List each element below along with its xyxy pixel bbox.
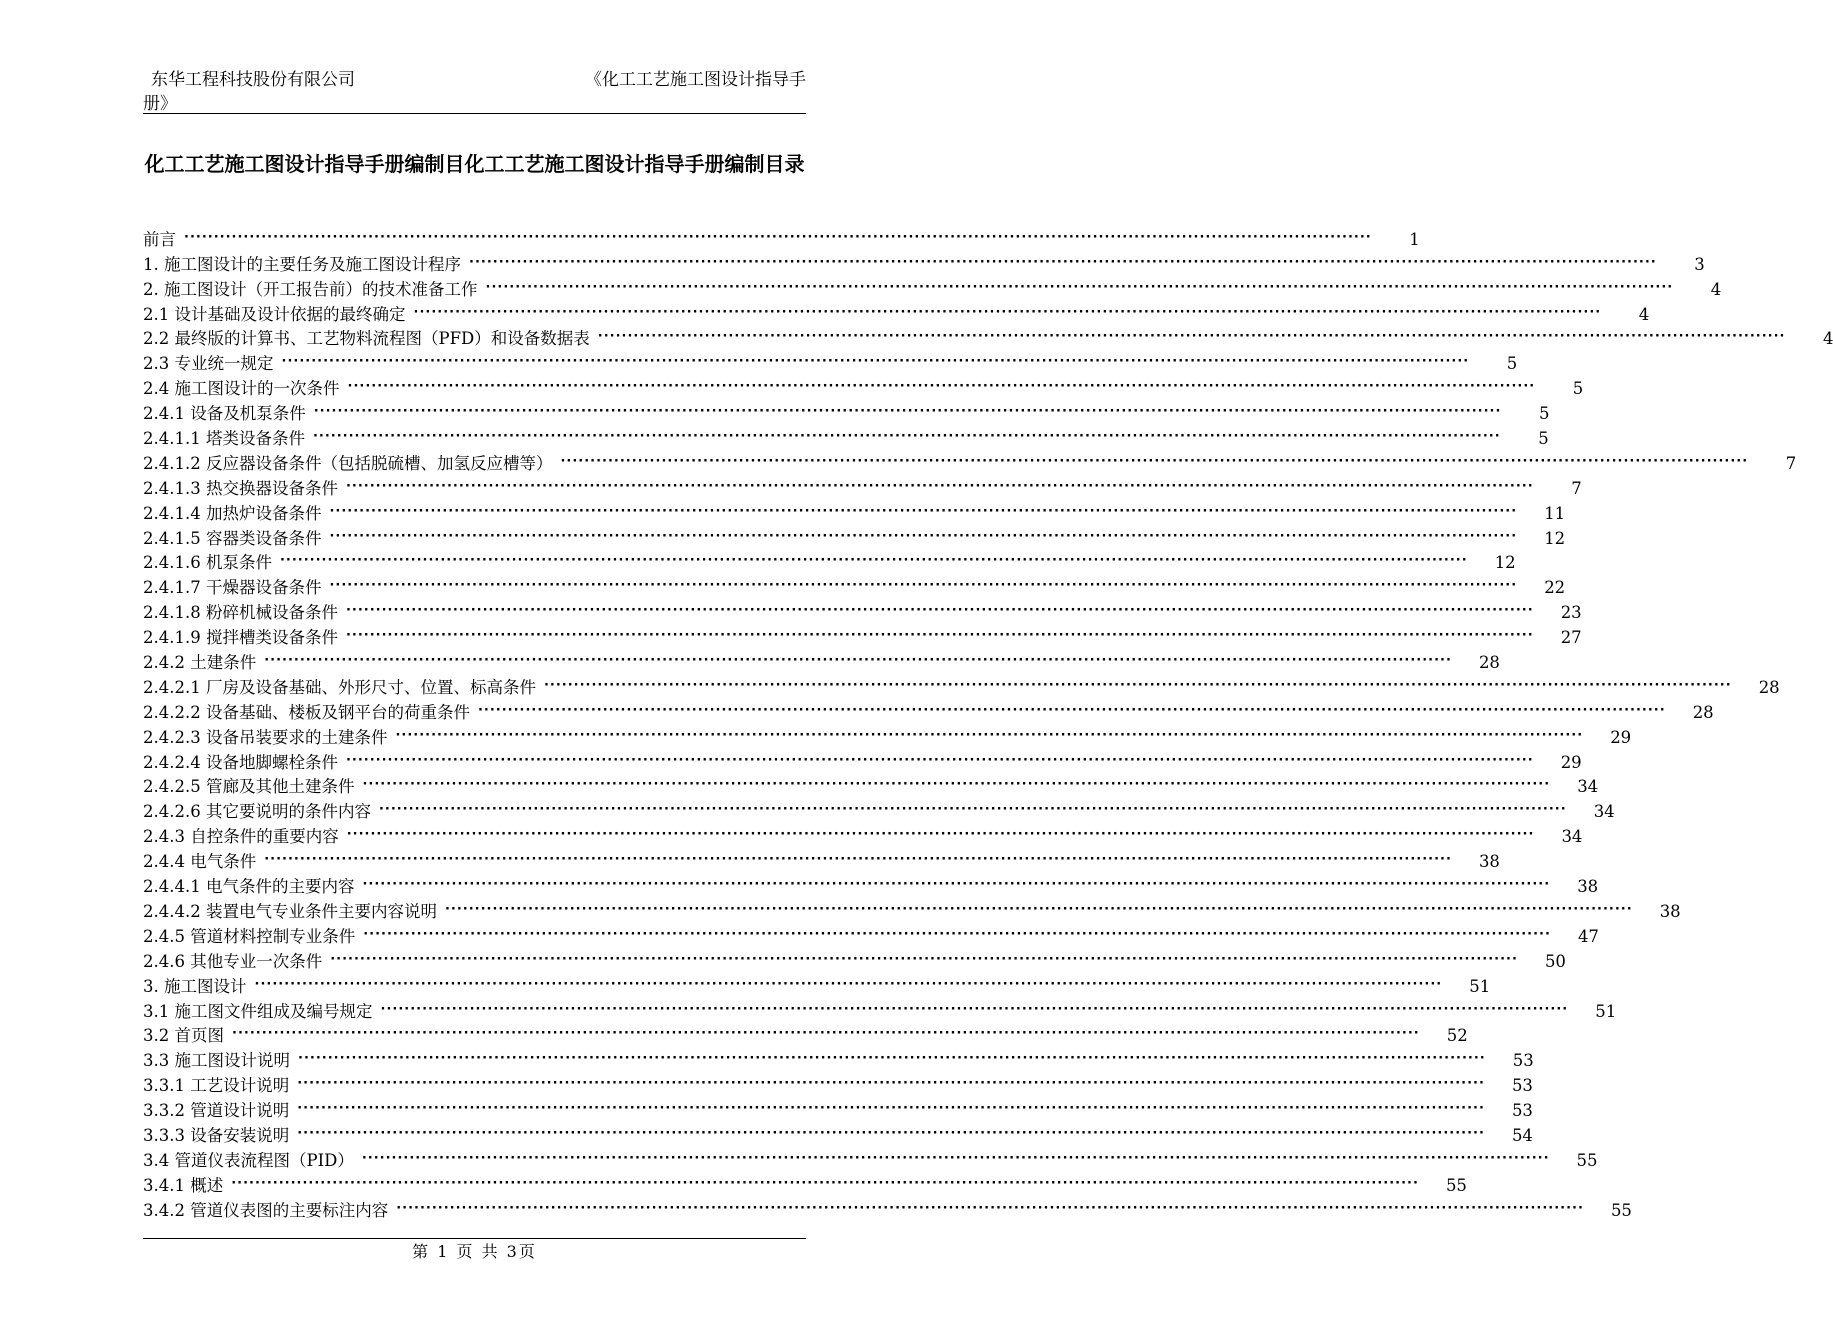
toc-entry-label: 2.2 最终版的计算书、工艺物料流程图（PFD）和设备数据表 xyxy=(143,329,590,349)
toc-entry-label: 2.4.6 其他专业一次条件 xyxy=(143,951,323,971)
toc-entry-page: 3 xyxy=(1694,254,1705,274)
toc-dot-leader: ········································································································································································································ xyxy=(362,877,1551,893)
toc-dot-leader: ········································································································································································································ xyxy=(345,478,1534,494)
toc-entry-page: 55 xyxy=(1576,1150,1598,1170)
toc-entry-label: 2.4.2.4 设备地脚螺栓条件 xyxy=(143,752,338,772)
toc-entry[interactable] xyxy=(143,326,1833,351)
footer-divider xyxy=(143,1238,806,1239)
toc-dot-leader: ········································································································································································································ xyxy=(297,1076,1485,1092)
toc-entry[interactable] xyxy=(143,1122,1533,1147)
toc-entry[interactable] xyxy=(143,798,1615,823)
toc-entry-page: 11 xyxy=(1544,503,1566,523)
toc-entry[interactable] xyxy=(143,301,1650,326)
toc-entry-page: 5 xyxy=(1572,379,1584,399)
toc-dot-leader: ········································································································································································································ xyxy=(597,329,1786,345)
toc-dot-leader: ········································································································································································································ xyxy=(298,1051,1486,1067)
toc-dot-leader: ········································································································································································································ xyxy=(264,653,1452,669)
toc-entry-label: 2.4.2.2 设备基础、楼板及钢平台的荷重条件 xyxy=(143,702,470,722)
toc-entry[interactable] xyxy=(143,749,1582,774)
toc-dot-leader: ········································································································································································································ xyxy=(413,304,1602,320)
toc-entry-label: 2.3 专业统一规定 xyxy=(143,354,274,374)
document-page xyxy=(143,66,1833,1220)
toc-dot-leader: ········································································································································································································ xyxy=(378,802,1567,818)
toc-dot-leader: ········································································································································································································ xyxy=(444,901,1633,917)
toc-entry[interactable] xyxy=(143,1172,1467,1197)
toc-entry-page: 53 xyxy=(1511,1076,1533,1096)
toc-entry-page: 12 xyxy=(1494,553,1516,573)
page-header xyxy=(143,66,806,112)
toc-entry[interactable] xyxy=(143,724,1632,749)
document-title: 化工工艺施工图设计指导手册编制目化工工艺施工图设计指导手册编制目录 xyxy=(144,152,805,176)
header-doc-title-wrap: 册》 xyxy=(143,94,177,114)
toc-dot-leader: ········································································································································································································ xyxy=(477,702,1666,718)
toc-entry-page: 27 xyxy=(1560,628,1582,648)
toc-dot-leader: ········································································································································································································ xyxy=(395,727,1584,743)
toc-entry-page: 29 xyxy=(1610,727,1632,747)
toc-entry-label: 3.2 首页图 xyxy=(143,1026,224,1046)
toc-entry[interactable] xyxy=(143,251,1705,276)
toc-entry-label: 2.4.2.6 其它要说明的条件内容 xyxy=(143,802,371,822)
toc-entry-page: 12 xyxy=(1544,528,1566,548)
toc-entry[interactable] xyxy=(143,276,1722,301)
toc-dot-leader: ········································································································································································································ xyxy=(362,777,1551,793)
toc-entry-label: 2.4.2.5 管廊及其他土建条件 xyxy=(143,777,355,797)
toc-entry-label: 3.3 施工图设计说明 xyxy=(143,1051,290,1071)
header-doc-title: 《化工工艺施工图设计指导手 xyxy=(585,70,806,90)
toc-entry-label: 3.3.3 设备安装说明 xyxy=(143,1125,290,1145)
toc-dot-leader: ········································································································································································································ xyxy=(560,453,1749,469)
toc-entry-label: 3.4 管道仪表流程图（PID） xyxy=(143,1150,354,1170)
toc-dot-leader: ········································································································································································································ xyxy=(346,827,1535,843)
toc-entry-page: 28 xyxy=(1478,653,1500,673)
toc-dot-leader: ········································································································································································································ xyxy=(329,528,1518,544)
toc-dot-leader: ········································································································································································································ xyxy=(543,677,1732,693)
toc-dot-leader: ········································································································································································································ xyxy=(347,379,1536,395)
toc-entry-page: 38 xyxy=(1659,901,1681,921)
toc-entry-page: 23 xyxy=(1560,603,1582,623)
toc-entry-page: 22 xyxy=(1544,578,1566,598)
toc-entry-label: 2.4.1.5 容器类设备条件 xyxy=(143,528,322,548)
toc-dot-leader: ········································································································································································································ xyxy=(312,429,1501,445)
toc-entry[interactable] xyxy=(143,898,1681,923)
toc-entry-label: 2.4.2 土建条件 xyxy=(143,653,257,673)
toc-entry[interactable] xyxy=(143,1072,1533,1097)
header-divider xyxy=(143,113,806,114)
toc-entry-page: 34 xyxy=(1593,802,1615,822)
toc-entry[interactable] xyxy=(143,226,1420,251)
toc-entry[interactable] xyxy=(143,599,1582,624)
toc-dot-leader: ········································································································································································································ xyxy=(380,1001,1569,1017)
toc-entry[interactable] xyxy=(143,550,1516,575)
toc-dot-leader: ········································································································································································································ xyxy=(297,1125,1485,1141)
toc-entry[interactable] xyxy=(143,624,1582,649)
toc-dot-leader: ········································································································································································································ xyxy=(363,926,1551,942)
toc-entry[interactable] xyxy=(143,774,1599,799)
toc-entry-page: 53 xyxy=(1511,1101,1533,1121)
toc-entry-page: 38 xyxy=(1577,877,1599,897)
toc-entry-label: 2.4.4 电气条件 xyxy=(143,852,257,872)
toc-entry-page: 7 xyxy=(1571,478,1582,498)
toc-entry[interactable] xyxy=(143,500,1566,525)
toc-dot-leader: ········································································································································································································ xyxy=(297,1101,1485,1117)
toc-entry[interactable] xyxy=(143,998,1617,1023)
toc-entry-page: 54 xyxy=(1511,1125,1533,1145)
page-footer: 第 1 页 共 3页 xyxy=(412,1242,537,1261)
toc-entry-page: 29 xyxy=(1560,752,1582,772)
toc-entry-page: 38 xyxy=(1478,852,1500,872)
toc-entry-page: 55 xyxy=(1610,1200,1632,1220)
toc-entry-page: 34 xyxy=(1561,827,1583,847)
toc-entry-page: 5 xyxy=(1506,354,1518,374)
toc-entry-label: 2.4.1.4 加热炉设备条件 xyxy=(143,503,322,523)
toc-entry[interactable] xyxy=(143,973,1491,998)
toc-entry-page: 4 xyxy=(1710,279,1722,299)
toc-entry[interactable] xyxy=(143,923,1599,948)
toc-entry[interactable] xyxy=(143,1047,1534,1072)
toc-entry-label: 2.4.4.1 电气条件的主要内容 xyxy=(143,877,355,897)
toc-entry-label: 3.3.2 管道设计说明 xyxy=(143,1101,290,1121)
toc-entry-page: 1 xyxy=(1409,229,1420,249)
toc-entry-label: 2.4.5 管道材料控制专业条件 xyxy=(143,926,356,946)
toc-entry[interactable] xyxy=(143,400,1550,425)
toc-entry-page: 55 xyxy=(1445,1175,1467,1195)
toc-entry[interactable] xyxy=(143,1147,1598,1172)
toc-entry-label: 3.3.1 工艺设计说明 xyxy=(143,1076,290,1096)
header-company: 东华工程科技股份有限公司 xyxy=(151,70,355,90)
toc-entry-page: 5 xyxy=(1538,404,1550,424)
toc-entry-page: 50 xyxy=(1544,951,1566,971)
toc-dot-leader: ········································································································································································································ xyxy=(313,404,1502,420)
toc-entry[interactable] xyxy=(143,350,1518,375)
toc-entry-page: 51 xyxy=(1469,976,1491,996)
toc-entry-label: 3.1 施工图文件组成及编号规定 xyxy=(143,1001,373,1021)
toc-entry-page: 53 xyxy=(1512,1051,1534,1071)
toc-entry[interactable] xyxy=(143,1023,1468,1048)
toc-entry-label: 2.4.1.3 热交换器设备条件 xyxy=(143,478,338,498)
toc-entry-page: 34 xyxy=(1577,777,1599,797)
toc-entry-page: 28 xyxy=(1692,702,1714,722)
toc-entry[interactable] xyxy=(143,1197,1632,1222)
toc-dot-leader: ········································································································································································································ xyxy=(281,354,1470,370)
toc-dot-leader: ········································································································································································································ xyxy=(231,1175,1419,1191)
toc-entry-label: 2.4.1 设备及机泵条件 xyxy=(143,404,306,424)
toc-entry[interactable] xyxy=(143,475,1582,500)
toc-entry[interactable] xyxy=(143,848,1500,873)
toc-entry-label: 2.4.1.1 塔类设备条件 xyxy=(143,429,305,449)
toc-entry[interactable] xyxy=(143,649,1500,674)
toc-entry-label: 2. 施工图设计（开工报告前）的技术准备工作 xyxy=(143,279,478,299)
toc-dot-leader: ········································································································································································································ xyxy=(345,628,1534,644)
toc-entry[interactable] xyxy=(143,823,1583,848)
toc-entry-label: 2.4.1.2 反应器设备条件（包括脱硫槽、加氢反应槽等） xyxy=(143,453,553,473)
toc-entry-label: 前言 xyxy=(143,229,176,249)
toc-entry-label: 2.1 设计基础及设计依据的最终确定 xyxy=(143,304,406,324)
toc-entry[interactable] xyxy=(143,450,1797,475)
toc-dot-leader: ········································································································································································································ xyxy=(361,1150,1550,1166)
toc-dot-leader: ········································································································································································································ xyxy=(469,254,1657,270)
toc-entry[interactable] xyxy=(143,425,1549,450)
toc-entry-label: 2.4.2.3 设备吊装要求的土建条件 xyxy=(143,727,388,747)
toc-entry-label: 2.4.2.1 厂房及设备基础、外形尺寸、位置、标高条件 xyxy=(143,677,536,697)
toc-entry-label: 2.4.1.6 机泵条件 xyxy=(143,553,272,573)
toc-dot-leader: ········································································································································································································ xyxy=(396,1200,1584,1216)
toc-entry-label: 2.4.1.7 干燥器设备条件 xyxy=(143,578,322,598)
toc-dot-leader: ········································································································································································································ xyxy=(184,229,1372,245)
toc-entry[interactable] xyxy=(143,1097,1533,1122)
toc-dot-leader: ········································································································································································································ xyxy=(254,976,1443,992)
toc-entry-page: 47 xyxy=(1577,926,1599,946)
toc-entry[interactable] xyxy=(143,375,1584,400)
toc-entry-page: 4 xyxy=(1822,329,1833,349)
toc-dot-leader: ········································································································································································································ xyxy=(279,553,1468,569)
toc-entry-page: 52 xyxy=(1446,1026,1468,1046)
toc-entry-page: 7 xyxy=(1785,453,1797,473)
toc-entry[interactable] xyxy=(143,574,1566,599)
toc-entry[interactable] xyxy=(143,674,1780,699)
toc-dot-leader: ········································································································································································································ xyxy=(264,852,1452,868)
toc-entry-page: 28 xyxy=(1758,677,1780,697)
toc-entry[interactable] xyxy=(143,948,1566,973)
toc-dot-leader: ········································································································································································································ xyxy=(329,503,1518,519)
toc-entry-page: 5 xyxy=(1538,429,1549,449)
toc-entry[interactable] xyxy=(143,525,1566,550)
toc-entry-label: 3.4.1 概述 xyxy=(143,1175,224,1195)
toc-dot-leader: ········································································································································································································ xyxy=(345,752,1534,768)
toc-entry-label: 2.4.3 自控条件的重要内容 xyxy=(143,827,339,847)
toc-entry-label: 3. 施工图设计 xyxy=(143,976,247,996)
toc-dot-leader: ········································································································································································································ xyxy=(330,951,1518,967)
toc-dot-leader: ········································································································································································································ xyxy=(345,603,1534,619)
toc-entry-label: 3.4.2 管道仪表图的主要标注内容 xyxy=(143,1200,389,1220)
toc-dot-leader: ········································································································································································································ xyxy=(329,578,1518,594)
toc-entry-label: 2.4.1.9 搅拌槽类设备条件 xyxy=(143,628,338,648)
toc-entry-label: 2.4 施工图设计的一次条件 xyxy=(143,379,340,399)
toc-entry-page: 4 xyxy=(1638,304,1650,324)
toc-entry-label: 2.4.1.8 粉碎机械设备条件 xyxy=(143,603,338,623)
toc-entry-label: 2.4.4.2 装置电气专业条件主要内容说明 xyxy=(143,901,437,921)
toc-entry-label: 1. 施工图设计的主要任务及施工图设计程序 xyxy=(143,254,461,274)
toc-entry[interactable] xyxy=(143,699,1714,724)
toc-dot-leader: ········································································································································································································ xyxy=(232,1026,1420,1042)
toc-dot-leader: ········································································································································································································ xyxy=(485,279,1674,295)
toc-entry[interactable] xyxy=(143,873,1599,898)
toc-entry-page: 51 xyxy=(1595,1001,1617,1021)
table-of-contents xyxy=(143,226,1833,1222)
